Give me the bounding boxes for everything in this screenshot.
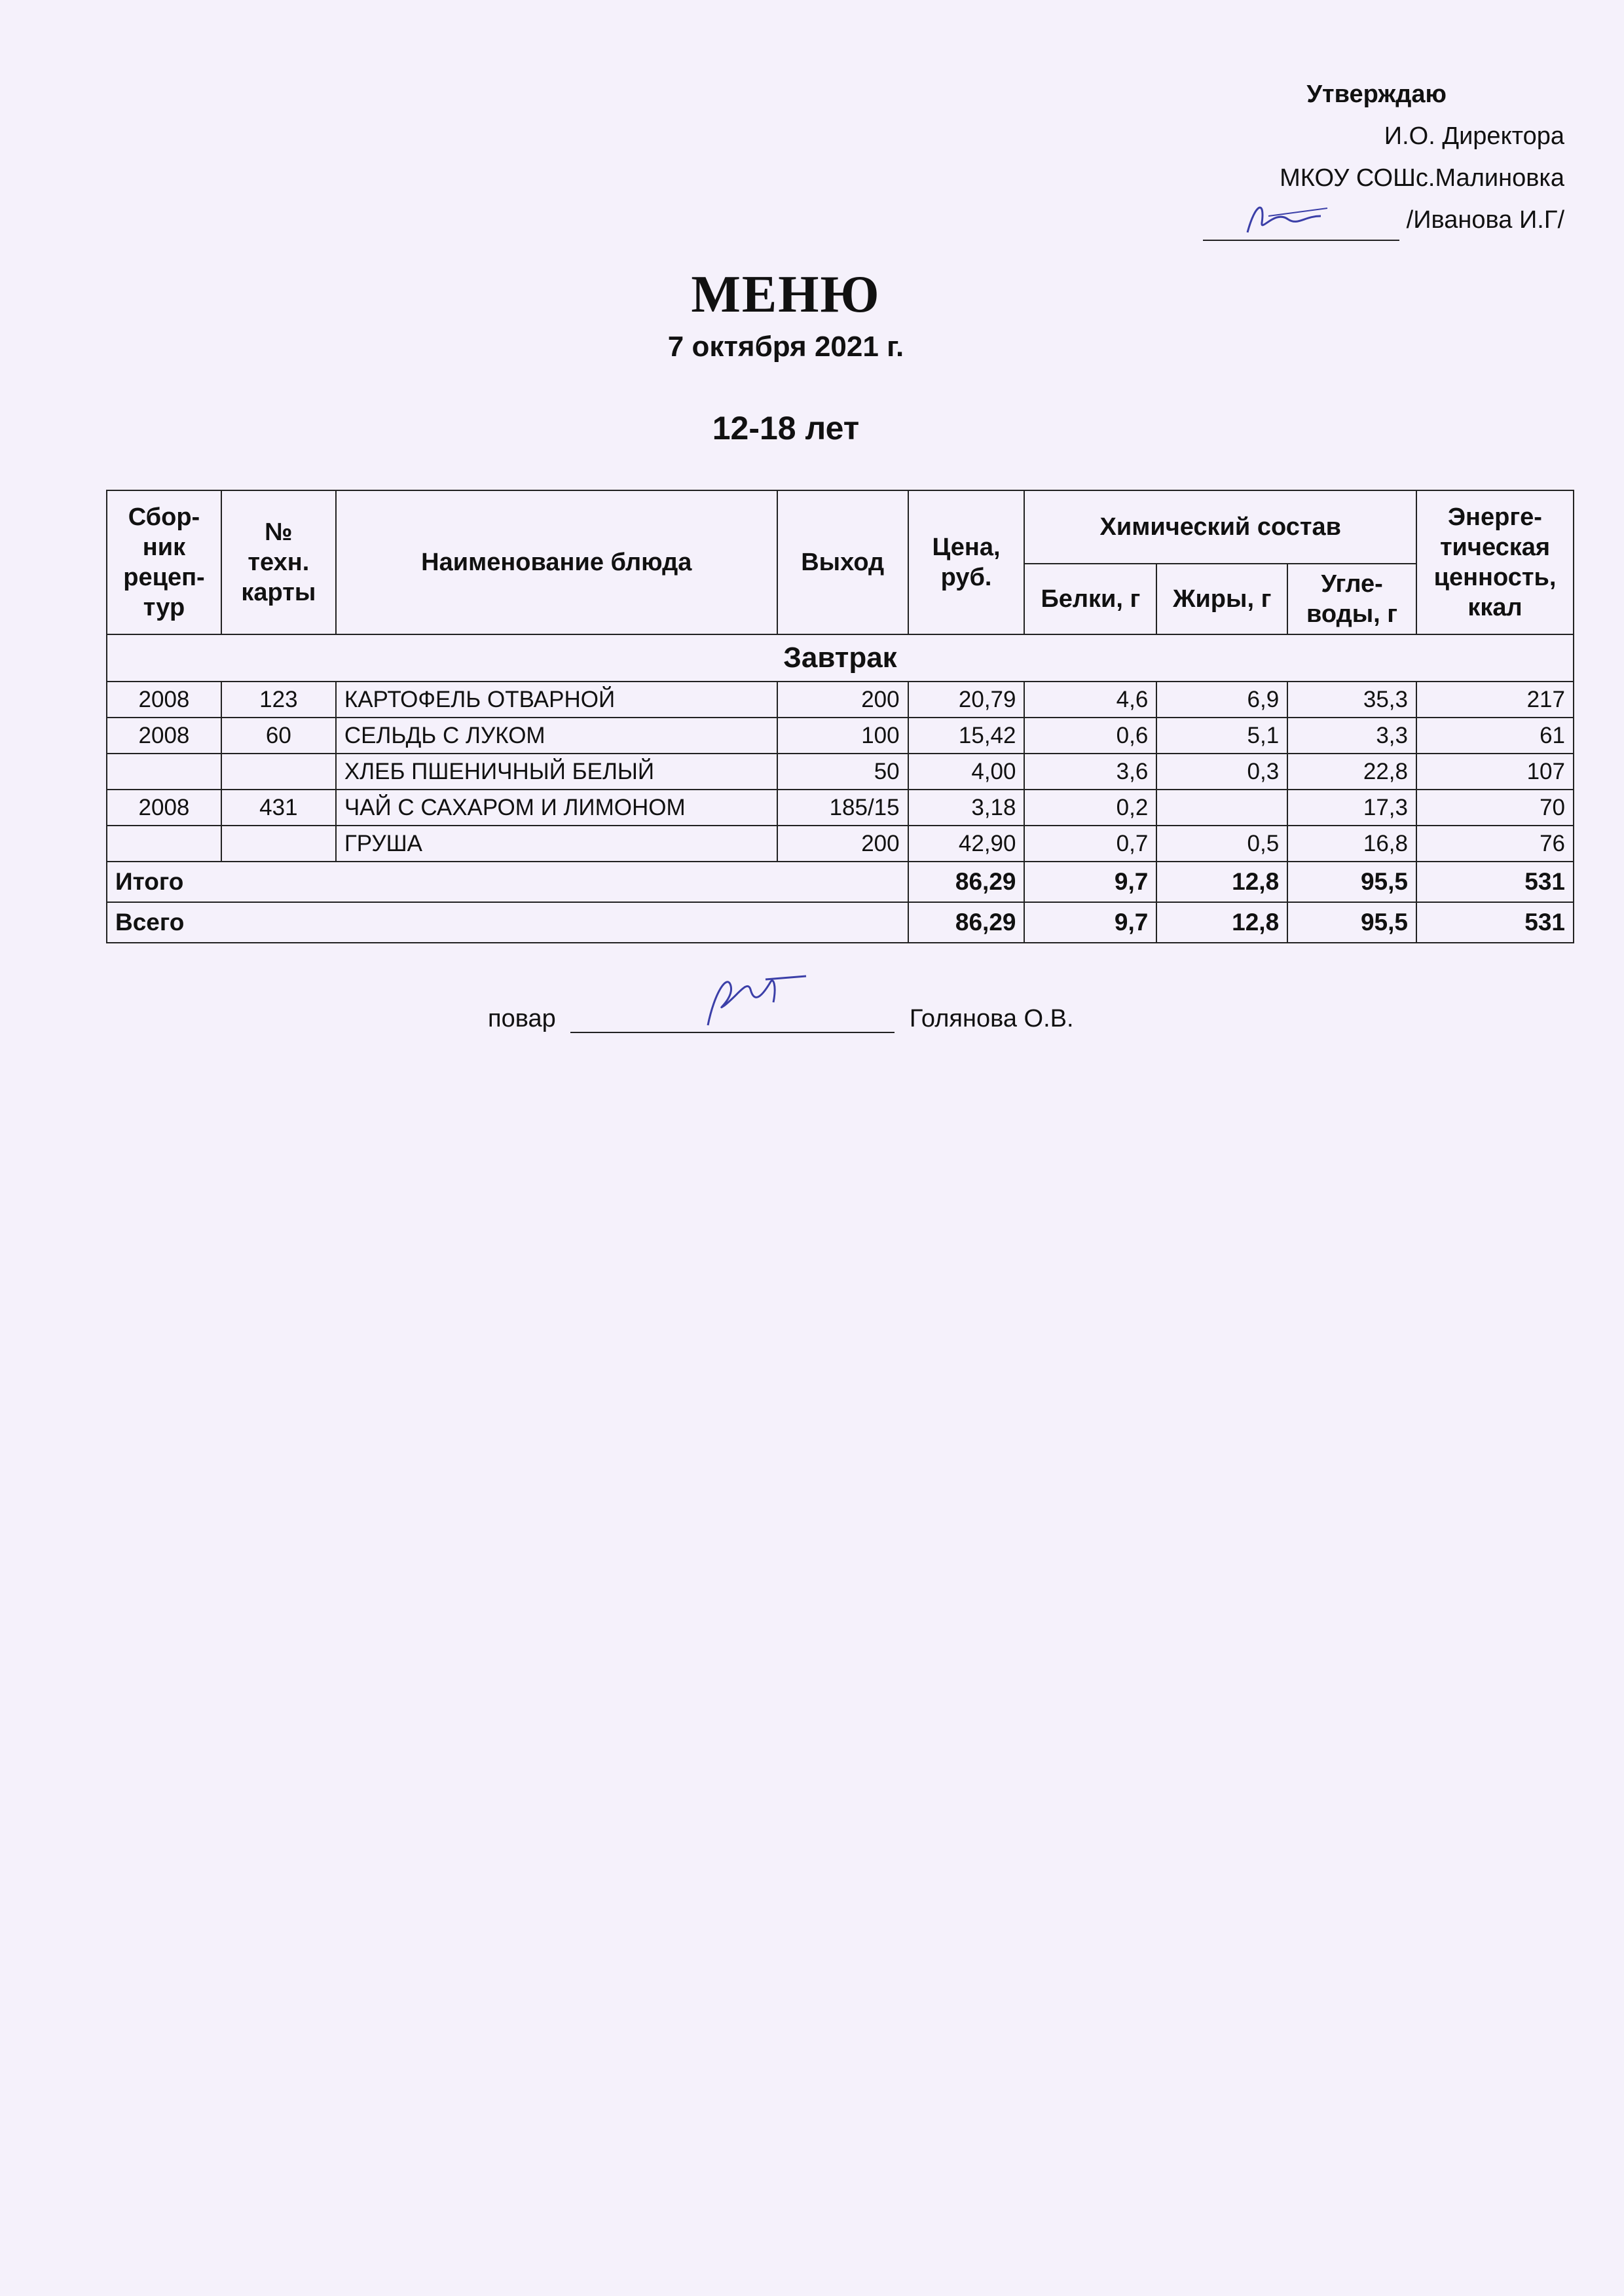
cell-carbs: 22,8 — [1287, 754, 1416, 790]
cell-protein: 4,6 — [1024, 682, 1156, 718]
table-row — [107, 682, 1574, 718]
cook-label: повар — [488, 1005, 556, 1032]
total-row-fat: 12,8 — [1156, 902, 1287, 943]
cell-protein: 0,7 — [1024, 826, 1156, 862]
total-row — [107, 902, 1574, 943]
approval-block — [1203, 73, 1564, 241]
subtotal-row-price: 86,29 — [908, 862, 1025, 902]
cell-name: КАРТОФЕЛЬ ОТВАРНОЙ — [336, 682, 777, 718]
cell-energy: 70 — [1416, 790, 1574, 826]
cell-output: 200 — [777, 826, 908, 862]
director-signature-line — [1203, 216, 1399, 241]
cell-energy: 76 — [1416, 826, 1574, 862]
header-energy: Энерге- тическая ценность, ккал — [1416, 490, 1574, 634]
totals — [107, 862, 1574, 943]
cell-protein: 3,6 — [1024, 754, 1156, 790]
cell-fat: 0,3 — [1156, 754, 1287, 790]
header-collection: Сбор- ник рецеп- тур — [107, 490, 221, 634]
subtotal-row-protein: 9,7 — [1024, 862, 1156, 902]
cell-price: 4,00 — [908, 754, 1025, 790]
cell-fat: 0,5 — [1156, 826, 1287, 862]
header-price: Цена, руб. — [908, 490, 1025, 634]
cell-carbs: 35,3 — [1287, 682, 1416, 718]
cell-price: 3,18 — [908, 790, 1025, 826]
cook-signature-icon — [688, 966, 819, 1032]
table-row — [107, 754, 1574, 790]
cell-price: 15,42 — [908, 718, 1025, 754]
cell-collection — [107, 826, 221, 862]
cell-fat: 5,1 — [1156, 718, 1287, 754]
cell-name: СЕЛЬДЬ С ЛУКОМ — [336, 718, 777, 754]
cell-energy: 61 — [1416, 718, 1574, 754]
header-card: № техн. карты — [221, 490, 336, 634]
cell-card: 431 — [221, 790, 336, 826]
table-row — [107, 718, 1574, 754]
cell-card — [221, 754, 336, 790]
total-row-energy: 531 — [1416, 902, 1574, 943]
cell-protein: 0,6 — [1024, 718, 1156, 754]
cell-energy: 107 — [1416, 754, 1574, 790]
age-group: 12-18 лет — [712, 410, 860, 446]
subtotal-row-label: Итого — [107, 862, 908, 902]
cook-signature-line — [570, 1006, 895, 1033]
cell-card: 60 — [221, 718, 336, 754]
subtotal-row-carbs: 95,5 — [1287, 862, 1416, 902]
cell-card: 123 — [221, 682, 336, 718]
cook-name: Голянова О.В. — [909, 1005, 1074, 1032]
approval-signer: /Иванова И.Г/ — [1406, 206, 1564, 234]
cell-output: 100 — [777, 718, 908, 754]
subtotal-row — [107, 862, 1574, 902]
total-row-label: Всего — [107, 902, 908, 943]
menu-rows — [107, 682, 1574, 862]
page-title: МЕНЮ — [691, 266, 881, 323]
cell-name: ГРУША — [336, 826, 777, 862]
header-chem: Химический состав — [1024, 490, 1416, 564]
cell-name: ЧАЙ С САХАРОМ И ЛИМОНОМ — [336, 790, 777, 826]
cell-price: 42,90 — [908, 826, 1025, 862]
total-row-carbs: 95,5 — [1287, 902, 1416, 943]
cell-output: 50 — [777, 754, 908, 790]
subtotal-row-fat: 12,8 — [1156, 862, 1287, 902]
director-signature-icon — [1242, 196, 1334, 242]
cell-output: 200 — [777, 682, 908, 718]
cell-protein: 0,2 — [1024, 790, 1156, 826]
header-name: Наименование блюда — [336, 490, 777, 634]
table-row — [107, 826, 1574, 862]
cell-carbs: 16,8 — [1287, 826, 1416, 862]
header-fat: Жиры, г — [1156, 564, 1287, 634]
menu-date: 7 октября 2021 г. — [667, 331, 904, 363]
cell-price: 20,79 — [908, 682, 1025, 718]
cell-output: 185/15 — [777, 790, 908, 826]
subtotal-row-energy: 531 — [1416, 862, 1574, 902]
total-row-protein: 9,7 — [1024, 902, 1156, 943]
cell-card — [221, 826, 336, 862]
cell-collection: 2008 — [107, 790, 221, 826]
cell-carbs: 17,3 — [1287, 790, 1416, 826]
cell-energy: 217 — [1416, 682, 1574, 718]
header-protein: Белки, г — [1024, 564, 1156, 634]
header-output: Выход — [777, 490, 908, 634]
header-carbs: Угле- воды, г — [1287, 564, 1416, 634]
approval-heading: Утверждаю — [1306, 81, 1447, 108]
cell-collection: 2008 — [107, 718, 221, 754]
cell-name: ХЛЕБ ПШЕНИЧНЫЙ БЕЛЫЙ — [336, 754, 777, 790]
cell-collection: 2008 — [107, 682, 221, 718]
cell-carbs: 3,3 — [1287, 718, 1416, 754]
table-row — [107, 790, 1574, 826]
approval-organization: МКОУ СОШс.Малиновка — [1280, 164, 1564, 192]
cook-signature-block — [488, 1005, 1074, 1033]
cell-collection — [107, 754, 221, 790]
menu-table — [106, 490, 1574, 943]
cell-fat — [1156, 790, 1287, 826]
total-row-price: 86,29 — [908, 902, 1025, 943]
approval-signature-line — [1203, 199, 1564, 241]
cell-fat: 6,9 — [1156, 682, 1287, 718]
approval-position: И.О. Директора — [1384, 122, 1564, 150]
section-breakfast: Завтрак — [107, 634, 1574, 682]
